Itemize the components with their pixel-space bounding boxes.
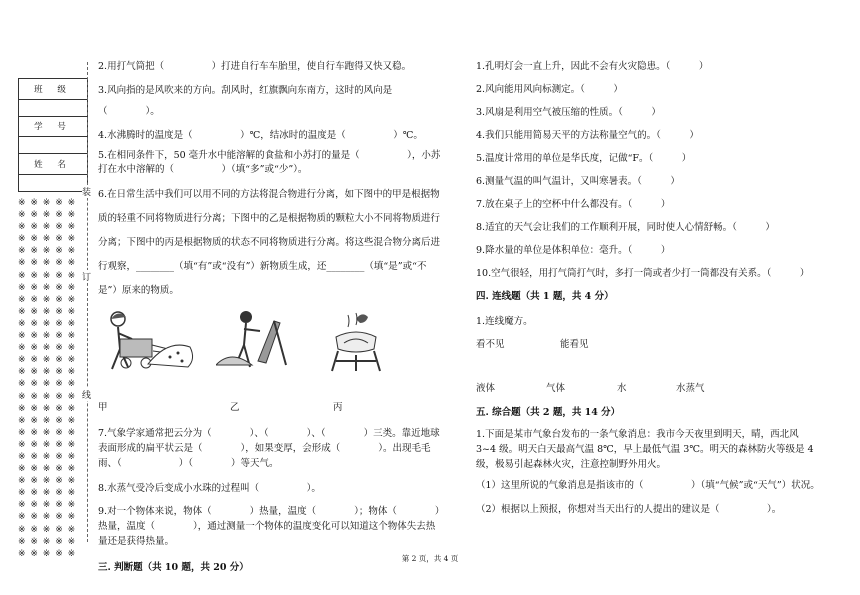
judge-2: 2.风向能用风向标测定。（ ） <box>476 84 623 95</box>
name-field[interactable] <box>19 174 88 191</box>
word-visible[interactable]: 能看见 <box>560 339 589 350</box>
matching-question: 1.连线魔方。 <box>476 316 533 327</box>
matching-top-row <box>476 336 821 358</box>
judge-9: 9.降水量的单位是体积单位：毫升。（ ） <box>476 245 671 256</box>
section-5-title: 五. 综合题（共 2 题，共 14 分） <box>476 407 621 418</box>
class-label: 班 级 <box>19 79 88 100</box>
section-3-title: 三. 判断题（共 10 题，共 20 分） <box>98 562 249 573</box>
comprehensive-question-1-part-2: （2）根据以上预报，你想对当天出行的人提出的建议是（ ）。 <box>476 504 782 515</box>
comprehensive-question-1: 1.下面是某市气象台发布的一条气象消息：我市今天夜里到明天，晴，西北风 3~4 级。明天白天最高气温 8℃，早上最低气温 3℃。明天的森林防火等级是 4 级，极易引起森林火灾，注意控制野外用火。 <box>476 429 814 470</box>
judge-8: 8.适宜的天气会让我们的工作顺利开展，同时使人心情舒畅。（ ） <box>476 222 775 233</box>
page-footer: 第 2 页，共 4 页 <box>401 554 459 563</box>
figure-yi-sieving <box>216 309 296 389</box>
separation-figures <box>98 309 443 413</box>
figure-label-jia: 甲 <box>98 402 108 413</box>
question-6: 6.在日常生活中我们可以用不同的方法将混合物进行分离，如下图中的甲是根据物质的轻重不同将物质进行分离；下图中的乙是根据物质的颗粒大小不同将物质进行分离；下图中的丙是根据物质的状态不同将物质进行分离。将这些混合物分离后进行观察，________（填“有”或“没有”）新物质生成，还________（填“是”或“不是”）原来的物质。 <box>98 189 441 296</box>
word-gas[interactable]: 气体 <box>546 383 566 394</box>
question-8: 8.水蒸气受冷后变成小水珠的过程叫（ ）。 <box>98 483 321 494</box>
binding-line <box>87 62 88 542</box>
student-info-table <box>18 78 88 192</box>
word-liquid[interactable]: 液体 <box>476 383 496 394</box>
question-5: 5.在相同条件下，50 毫升水中能溶解的食盐和小苏打的量是（ ），小苏打在水中溶解的（ ）（填“多”或“少”）。 <box>98 150 441 175</box>
cross-pattern: ※ ※ ※ ※ ※ ※ ※ ※ ※ ※ ※ ※ ※ ※ ※ ※ ※ ※ ※ ※ ※ ※ ※ ※ ※ ※ ※ ※ ※ ※ ※ ※ ※ ※ ※ ※ ※ ※ ※ ※ ※ ※ ※ ※ ※ ※ ※ ※ ※ ※ ※ ※ ※ ※ ※ ※ ※ ※ ※ ※ ※ ※ ※ ※ ※ ※ ※ ※ ※ ※ ※ ※ ※ ※ ※ ※ ※ ※ ※ ※ ※ ※ ※ ※ ※ ※ ※ ※ ※ ※ ※ ※ ※ ※ ※ ※ ※ ※ ※ ※ ※ ※ ※ ※ ※ ※ ※ ※ ※ ※ ※ ※ ※ ※ ※ ※ ※ ※ ※ ※ ※ ※ ※ ※ ※ ※ ※ ※ ※ ※ ※ ※ ※ ※ ※ ※ ※ ※ ※ ※ ※ ※ ※ ※ ※ ※ ※ ※ ※ ※ <box>18 198 77 559</box>
figure-label-yi: 乙 <box>230 402 240 413</box>
question-4: 4.水沸腾时的温度是（ ）℃，结冰时的温度是（ ）℃。 <box>98 130 423 141</box>
id-field[interactable] <box>19 137 88 154</box>
judge-7: 7.放在桌子上的空杯中什么都没有。（ ） <box>476 199 671 210</box>
binding-mark-2: 订 <box>82 270 91 283</box>
name-label: 姓 名 <box>19 154 88 175</box>
figure-bing-evaporating <box>326 309 406 389</box>
question-2: 2.用打气筒把（ ）打进自行车车胎里，使自行车跑得又快又稳。 <box>98 61 412 72</box>
right-column <box>476 56 821 520</box>
section-4-title: 四. 连线题（共 1 题，共 4 分） <box>476 291 614 302</box>
question-7: 7.气象学家通常把云分为（ ）、（ ）、（ ）三类。靠近地球表面形成的扁平状云是（ ），如果变厚，会形成（ ）。出现毛毛雨、（ ）（ ）等天气。 <box>98 428 440 469</box>
class-field[interactable] <box>19 99 88 116</box>
judge-4: 4.我们只能用简易天平的方法称量空气的。（ ） <box>476 130 699 141</box>
left-column <box>98 56 443 578</box>
matching-bottom-row <box>476 380 821 402</box>
figure-jia-winnowing <box>98 309 198 389</box>
word-water-vapor[interactable]: 水蒸气 <box>676 383 705 394</box>
judge-6: 6.测量气温的叫气温计，又叫寒暑表。（ ） <box>476 176 680 187</box>
judge-10: 10.空气很轻，用打气筒打气时，多打一筒或者少打一筒都没有关系。（ ） <box>476 268 810 279</box>
judge-1: 1.孔明灯会一直上升，因此不会有火灾隐患。（ ） <box>476 61 709 72</box>
judge-3: 3.风扇是利用空气被压缩的性质。（ ） <box>476 107 661 118</box>
word-invisible[interactable]: 看不见 <box>476 339 505 350</box>
id-label: 学 号 <box>19 116 88 137</box>
question-9: 9.对一个物体来说，物体（ ）热量，温度（ ）；物体（ ）热量，温度（ ），通过测量一个物体的温度变化可以知道这个物体失去热量还是获得热量。 <box>98 506 440 547</box>
question-3: 3.风向指的是风吹来的方向。刮风时，红旗飘向东南方，这时的风向是（ ）。 <box>98 85 393 117</box>
binding-mark-1: 装 <box>82 185 91 198</box>
judge-5: 5.温度计常用的单位是华氏度，记做“F。（ ） <box>476 153 692 164</box>
figure-label-bing: 丙 <box>333 402 343 413</box>
word-water[interactable]: 水 <box>617 383 627 394</box>
binding-mark-3: 线 <box>82 388 91 401</box>
comprehensive-question-1-part-1: （1）这里所说的气象消息是指该市的（ ）（填“气候”或“天气”）状况。 <box>476 480 820 491</box>
